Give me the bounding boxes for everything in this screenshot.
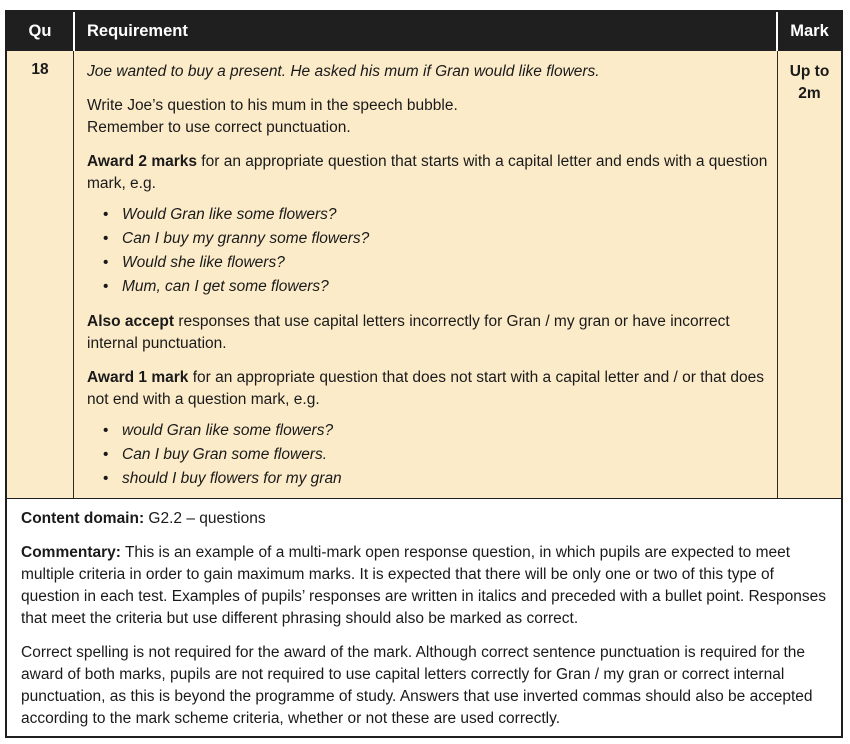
mark-value [778, 61, 841, 105]
example-response: • would Gran like some flowers? [122, 419, 771, 443]
commentary-text: This is an example of a multi-mark open response question, in which pupils are expected to meet multiple criteria in order to gain maximum marks. It is expected that there will be only one or two of this type of question in each test. Examples of pupils’ responses are written in italics and preceded with a bullet point. Responses that meet the criteria but use different phrasing should also be marked as correct. [21, 544, 827, 627]
marking-note: Correct spelling is not required for the award of the mark. Although correct sentence punctuation is required for the award of both marks, pupils are not required to use capital letters correctly for Gran / my gran or correct internal punctuation, as this is beyond the programme of study. Answers that use inverted commas should also be accepted according to the mark scheme criteria, whether or not these are used correctly. [21, 644, 813, 727]
content-domain-label: Content domain: [21, 510, 145, 527]
instruction-line: Remember to use correct punctuation. [87, 119, 351, 136]
question-number: 18 [31, 61, 49, 78]
also-accept-label: Also accept [87, 313, 175, 330]
column-divider [777, 51, 778, 498]
example-response: • Would Gran like some flowers? [122, 203, 771, 227]
mark-line: Up to [789, 63, 830, 80]
instructions [87, 95, 771, 139]
award-2-examples [87, 203, 771, 299]
commentary-label: Commentary: [21, 544, 121, 561]
question-prompt: Joe wanted to buy a present. He asked his mum if Gran would like flowers. [87, 63, 600, 80]
also-accept-criteria [87, 311, 771, 355]
award-1-criteria [87, 367, 771, 411]
table-header [7, 12, 841, 51]
content-domain-text: G2.2 – questions [144, 510, 266, 527]
question-row [7, 51, 841, 499]
footer-notes [21, 508, 829, 742]
header-divider [73, 12, 75, 51]
mark-line: 2m [798, 85, 821, 102]
example-response: • should I buy flowers for my gran [122, 467, 771, 491]
example-response: • Can I buy my granny some flowers? [122, 227, 771, 251]
header-mark: Mark [790, 22, 829, 40]
award-1-label: Award 1 mark [87, 369, 189, 386]
example-response: • Would she like flowers? [122, 251, 771, 275]
award-1-text: for an appropriate question that does not start with a capital letter and / or that does not end with a question mark, e.g. [87, 369, 764, 408]
instruction-line: Write Joe’s question to his mum in the speech bubble. [87, 97, 458, 114]
award-1-examples [87, 419, 771, 491]
mark-scheme-table [5, 10, 843, 738]
award-2-criteria [87, 151, 771, 195]
header-qu: Qu [28, 22, 52, 40]
content-domain [21, 508, 829, 530]
award-2-text: for an appropriate question that starts with a capital letter and ends with a question mark, e.g. [87, 153, 768, 192]
column-divider [73, 51, 74, 498]
commentary [21, 542, 829, 630]
header-requirement: Requirement [87, 22, 188, 40]
award-2-label: Award 2 marks [87, 153, 197, 170]
also-accept-text: responses that use capital letters incorrectly for Gran / my gran or have incorrect internal punctuation. [87, 313, 730, 352]
example-response: • Can I buy Gran some flowers. [122, 443, 771, 467]
example-response: • Mum, can I get some flowers? [122, 275, 771, 299]
requirement-cell [87, 61, 771, 503]
